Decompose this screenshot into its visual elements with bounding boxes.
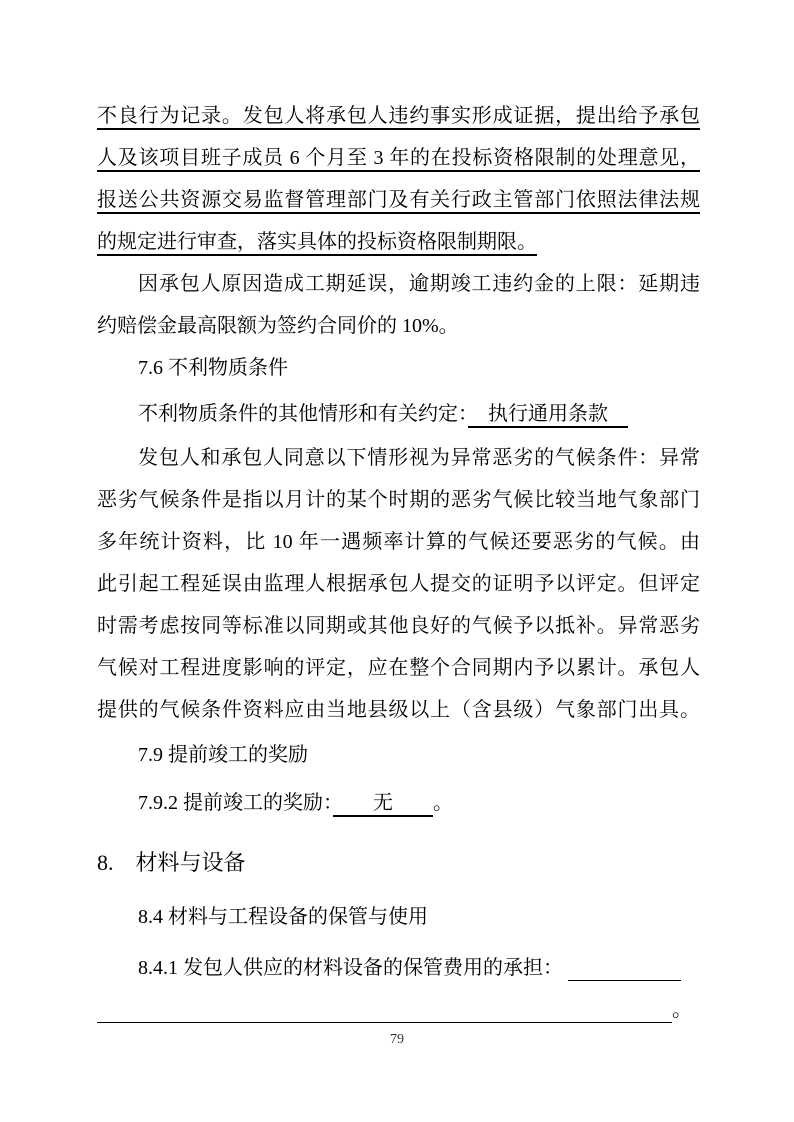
section-heading-8: 8. 材料与设备 (97, 850, 246, 875)
para-delay-line-2: 约赔偿金最高限额为签约合同价的 10%。 (97, 315, 459, 337)
section-heading-7-9: 7.9 提前竣工的奖励 (138, 744, 308, 766)
para-weather-line-4: 此引起工程延误由监理人根据承包人提交的证明予以评定。但评定 (97, 573, 700, 595)
para-weather-line-1: 发包人和承包人同意以下情形视为异常恶劣的气候条件：异常 (138, 447, 700, 469)
para-weather-line-5: 时需考虑按同等标准以同期或其他良好的气候予以抵补。异常恶劣 (97, 615, 700, 637)
page-number: 79 (390, 1032, 404, 1047)
early-completion-reward-line (97, 782, 700, 824)
section-heading-7-6: 7.6 不利物质条件 (138, 357, 288, 379)
document-body (97, 95, 700, 1031)
fill-in-blank-continuation-line (97, 989, 700, 1031)
material-storage-cost-label: 8.4.1 发包人供应的材料设备的保管费用的承担： (138, 957, 563, 979)
para-weather-line-6: 气候对工程进度影响的评定，应在整个合同期内予以累计。承包人 (97, 657, 700, 679)
adverse-conditions-label: 不利物质条件的其他情形和有关约定： (138, 403, 468, 425)
material-storage-cost-line (97, 947, 700, 989)
blank-line-period: 。 (672, 999, 692, 1021)
para-breach-line-3: 报送公共资源交易监督管理部门及有关行政主管部门依照法律法规 (97, 189, 700, 211)
early-completion-reward-value: 无 (333, 792, 433, 814)
section-heading-8-4: 8.4 材料与工程设备的保管与使用 (138, 906, 428, 928)
para-breach-line-1: 不良行为记录。发包人将承包人违约事实形成证据，提出给予承包 (97, 105, 700, 127)
para-weather-line-3: 多年统计资料，比 10 年一遇频率计算的气候还要恶劣的气候。由 (97, 531, 700, 553)
fill-in-blank-wide (97, 1022, 672, 1023)
para-breach-line-4: 的规定进行审查，落实具体的投标资格限制期限。 (97, 231, 537, 253)
early-completion-reward-period: 。 (433, 792, 453, 814)
para-weather-line-2: 恶劣气候条件是指以月计的某个时期的恶劣气候比较当地气象部门 (97, 489, 700, 511)
fill-in-blank (568, 980, 681, 981)
adverse-conditions-value: 执行通用条款 (468, 403, 628, 425)
early-completion-reward-label: 7.9.2 提前竣工的奖励： (138, 792, 333, 814)
para-weather-line-7: 提供的气候条件资料应由当地县级以上（含县级）气象部门出具。 (97, 699, 700, 721)
adverse-conditions-line (97, 393, 700, 435)
para-delay-line-1: 因承包人原因造成工期延误，逾期竣工违约金的上限：延期违 (138, 273, 700, 295)
para-breach-line-2: 人及该项目班子成员 6 个月至 3 年的在投标资格限制的处理意见， (97, 147, 700, 169)
